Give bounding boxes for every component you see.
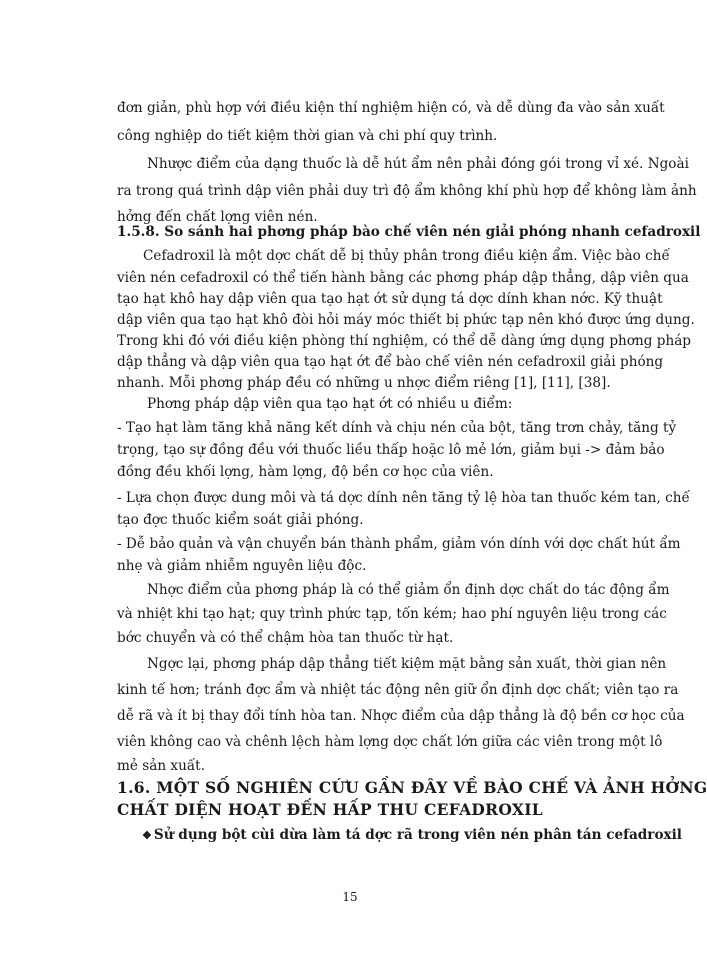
text-line: hởng đến chất lợng viên nén.	[117, 209, 318, 225]
bullet-subheading-text: Sử dụng bột cùi dừa làm tá dợc rã trong viên nén phân tán cefadroxil	[153, 827, 682, 843]
text-line: nhanh. Mỗi phơng pháp đều có những u nhợc điểm riêng [1], [11], [38].	[117, 375, 611, 391]
list-item: - Tạo hạt làm tăng khả năng kết dính và chịu nén của bột, tăng trơn chảy, tăng tỷ	[117, 420, 677, 436]
text-line: Ngợc lại, phơng pháp dập thẳng tiết kiệm mặt bằng sản xuất, thời gian nên	[147, 656, 667, 672]
bullet-subheading	[142, 826, 682, 845]
section-heading-1-5-8: 1.5.8. So sánh hai phơng pháp bào chế viên nén giải phóng nhanh cefadroxil	[117, 224, 701, 240]
diamond-bullet-icon: ❖	[142, 829, 152, 842]
list-item: - Dễ bảo quản và vận chuyển bán thành phẩm, giảm vón dính với dợc chất hút ẩm	[117, 536, 681, 552]
text-line: tạo đợc thuốc kiểm soát giải phóng.	[117, 512, 364, 528]
list-item: - Lựa chọn được dung môi và tá dợc dính nên tăng tỷ lệ hòa tan thuốc kém tan, chế	[117, 490, 690, 506]
text-line: công nghiệp do tiết kiệm thời gian và chi phí quy trình.	[117, 128, 498, 144]
text-line: Phơng pháp dập viên qua tạo hạt ớt có nhiều u điểm:	[147, 396, 513, 412]
section-heading-1-6-continued: CHẤT DIỆN HOẠT ĐẾN HẤP THU CEFADROXIL	[117, 800, 543, 819]
text-line: Nhược điểm của dạng thuốc là dễ hút ẩm nên phải đóng gói trong vỉ xé. Ngoài	[147, 156, 689, 172]
text-line: đơn giản, phù hợp với điều kiện thí nghiệm hiện có, và dễ dùng đa vào sản xuất	[117, 100, 665, 116]
text-line: viên không cao và chênh lệch hàm lợng dợc chất lớn giữa các viên trong một lô	[117, 734, 663, 750]
text-line: dễ rã và ít bị thay đổi tính hòa tan. Nhợc điểm của dập thẳng là độ bền cơ học của	[117, 708, 685, 724]
text-line: Nhợc điểm của phơng pháp là có thể giảm ổn định dợc chất do tác động ẩm	[147, 582, 670, 598]
text-line: dập viên qua tạo hạt khô đòi hỏi máy móc thiết bị phức tạp nên khó được ứng dụng.	[117, 312, 695, 328]
text-line: Cefadroxil là một dợc chất dễ bị thủy phân trong điều kiện ẩm. Việc bào chế	[143, 248, 670, 264]
text-line: viên nén cefadroxil có thể tiến hành bằng các phơng pháp dập thẳng, dập viên qua	[117, 270, 689, 286]
text-line: dập thẳng và dập viên qua tạo hạt ớt để bào chế viên nén cefadroxil giải phóng	[117, 354, 664, 370]
text-line: Trong khi đó với điều kiện phòng thí nghiệm, có thể dễ dàng ứng dụng phơng pháp	[117, 333, 692, 349]
text-line: nhẹ và giảm nhiễm nguyên liệu độc.	[117, 558, 367, 574]
text-line: đồng đều khối lợng, hàm lợng, độ bền cơ học của viên.	[117, 464, 494, 480]
section-heading-1-6: 1.6. MỘT SỐ NGHIÊN CỨU GẦN ĐÂY VỀ BÀO CHẾ VÀ ẢNH HỞNG	[117, 778, 707, 797]
text-line: mẻ sản xuất.	[117, 758, 205, 774]
text-line: tạo hạt khô hay dập viên qua tạo hạt ớt sử dụng tá dợc dính khan nớc. Kỹ thuật	[117, 291, 663, 307]
text-line: kinh tế hơn; tránh đợc ẩm và nhiệt tác động nên giữ ổn định dợc chất; viên tạo ra	[117, 682, 679, 698]
text-line: và nhiệt khi tạo hạt; quy trình phức tạp, tốn kém; hao phí nguyên liệu trong các	[117, 606, 667, 622]
page-number: 15	[342, 890, 358, 904]
text-line: ra trong quá trình dập viên phải duy trì độ ẩm không khí phù hợp để không làm ảnh	[117, 183, 697, 199]
text-line: bớc chuyển và có thể chậm hòa tan thuốc từ hạt.	[117, 630, 454, 646]
text-line: trọng, tạo sự đồng đều với thuốc liều thấp hoặc lô mẻ lớn, giảm bụi -> đảm bảo	[117, 442, 665, 458]
